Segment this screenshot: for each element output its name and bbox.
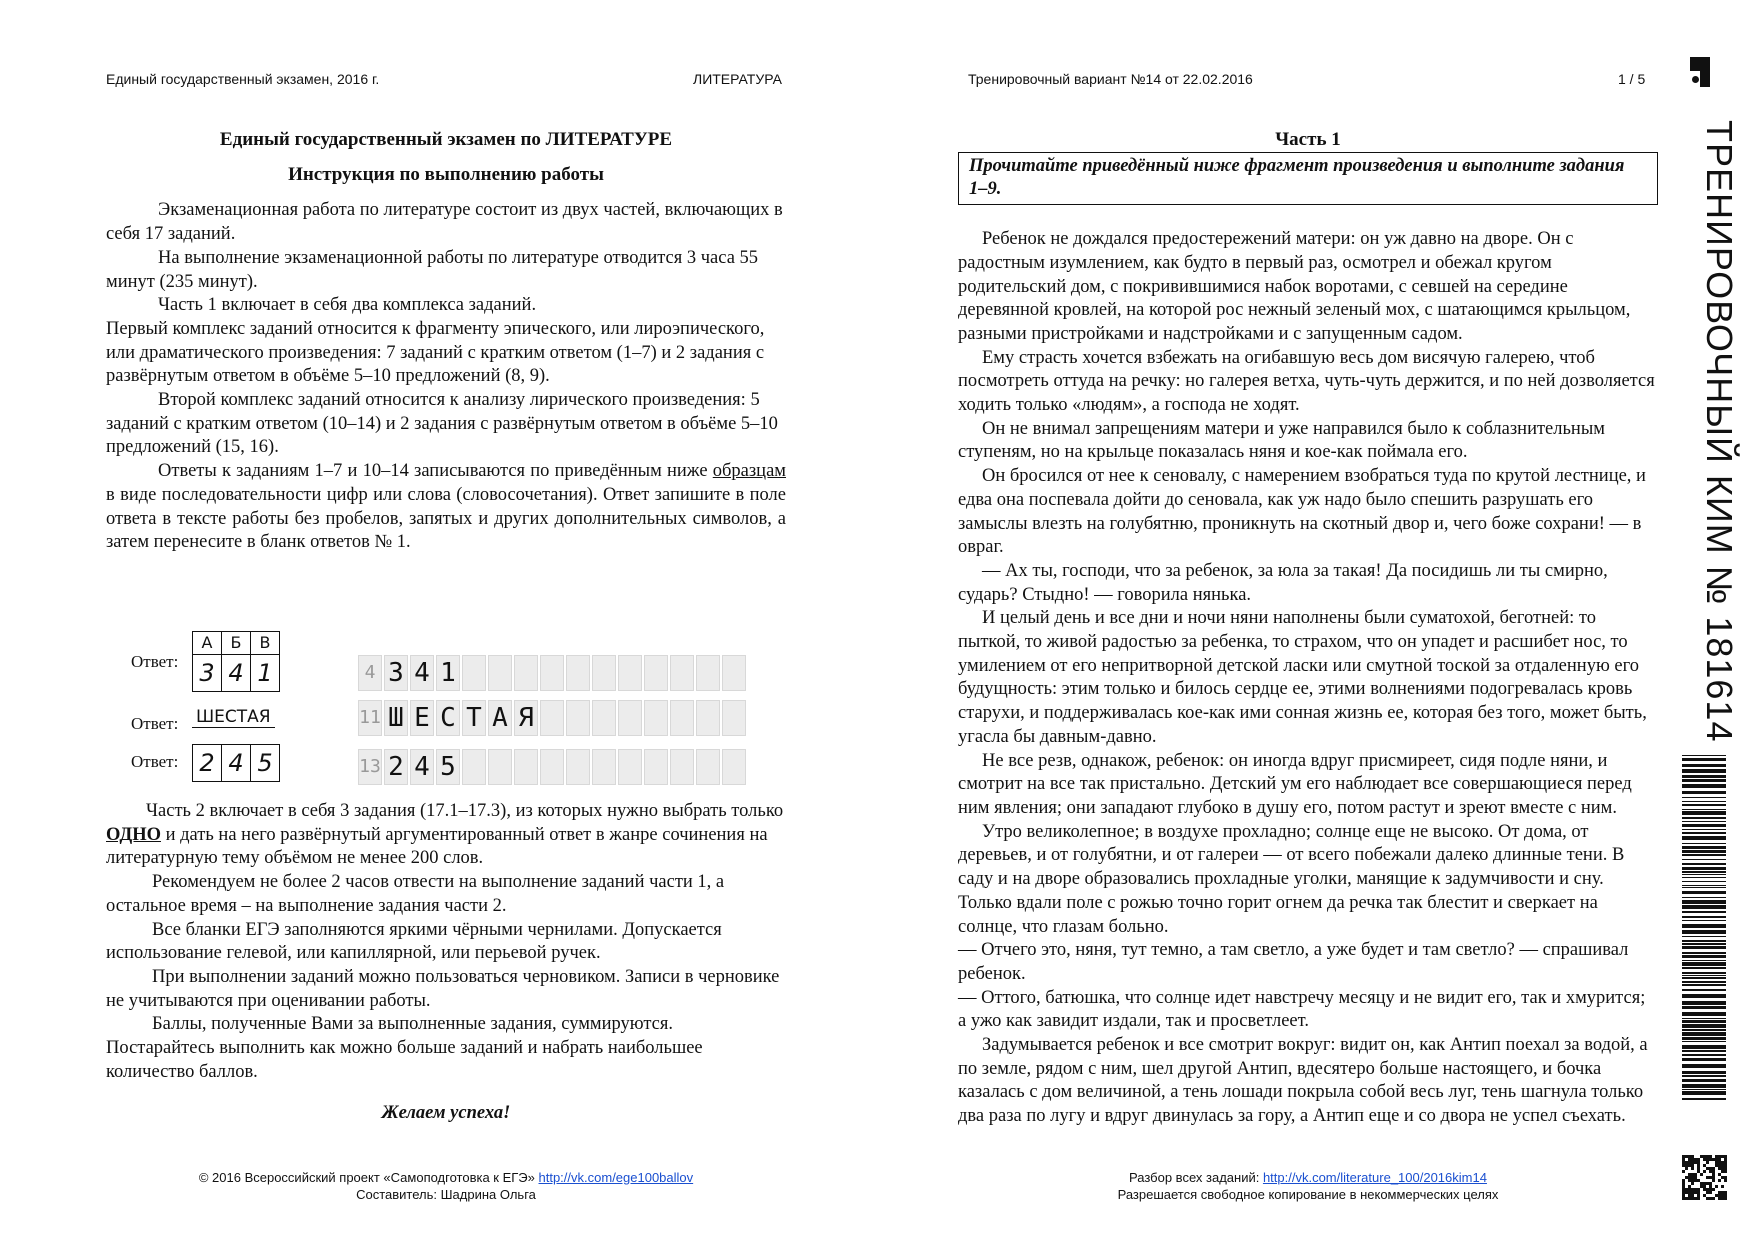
grid-cell: 4 (410, 655, 434, 691)
grid-cell: Ш (384, 700, 408, 736)
grid-cell (644, 749, 668, 785)
grid-cell: С (436, 700, 460, 736)
samples-link: образцам (712, 461, 787, 482)
answer-label-2: Ответ: (131, 714, 179, 733)
analysis-link[interactable]: http://vk.com/literature_100/2016kim14 (1262, 1170, 1487, 1185)
text-paragraph: — Оттого, батюшка, что солнце идет навстречу месяцу и не видит его, так и хмурится; а ужо как завидит издали, так и просветлеет. (958, 987, 1646, 1032)
compiler-credit: Составитель: Шадрина Ольга (356, 1187, 536, 1202)
paragraph-9: При выполнении заданий можно пользоваться черновиком. Записи в черновике не учитываются при оценивании работы. (106, 966, 780, 1011)
paragraph-2: На выполнение экзаменационной работы по литературе отводится 3 часа 55 минут (235 минут). (106, 247, 759, 292)
grid-cell (488, 749, 512, 785)
grid-cell (462, 749, 486, 785)
paragraph-6: Часть 2 включает в себя 3 задания (17.1–17.3), из которых нужно выбрать только ОДНО и дать на него развёрнутый аргументированный ответ в жанре сочинения на литературную тему объёмом не менее 200 слов. (106, 801, 784, 869)
grid-cell (618, 749, 642, 785)
grid-cell (514, 749, 538, 785)
paragraph-5: Ответы к заданиям 1–7 и 10–14 записываются по приведённым ниже образцам в виде последовательности цифр или слова (словосочетания). Ответ запишите в поле ответа в тексте работы без пробелов, запятых и других дополнительных символов, а затем перенесите в бланк ответов № 1. (106, 461, 787, 553)
grid-cell (566, 655, 590, 691)
instruction-title: Инструкция по выполнению работы (288, 163, 604, 185)
text-paragraph: Он не внимал запрещениям матери и уже направился было к соблазнительным ступеням, но на крыльце показалась няня и кое-как поймала его. (958, 418, 1605, 463)
answer-example-1: А Б В 3 4 1 (192, 631, 280, 692)
qr-code-icon (1682, 1155, 1728, 1201)
project-link[interactable]: http://vk.com/ege100ballov (538, 1170, 694, 1185)
answer-grid-1 (358, 655, 748, 691)
part-1-title: Часть 1 (1275, 129, 1341, 150)
page-number: 1 / 5 (1618, 71, 1646, 87)
grid-cell: А (488, 700, 512, 736)
grid-cell (540, 749, 564, 785)
side-label: ТРЕНИРОВОЧНЫЙ КИМ № 181614 (1699, 120, 1740, 743)
grid-cell (644, 700, 668, 736)
grid-cell (722, 700, 746, 736)
grid-cell (592, 655, 616, 691)
copy-permission: Разрешается свободное копирование в некоммерческих целях (1117, 1187, 1499, 1202)
grid-cell (670, 700, 694, 736)
grid-cell: 5 (436, 749, 460, 785)
grid-cell: 4 (410, 749, 434, 785)
grid-task-number: 4 (358, 655, 382, 691)
grid-cell (540, 700, 564, 736)
grid-task-number: 13 (358, 749, 382, 785)
grid-cell (592, 749, 616, 785)
grid-cell: 2 (384, 749, 408, 785)
text-paragraph: Ему страсть хочется взбежать на огибавшую весь дом висячую галерею, чтоб посмотреть оттуда на речку: но галерея ветха, чуть-чуть держится, и по ней дозволяется ходить только «людям», а господа не ходят. (958, 347, 1655, 416)
grid-cell (566, 700, 590, 736)
grid-cell (670, 749, 694, 785)
grid-cell (644, 655, 668, 691)
left-column-part2 (106, 800, 786, 1126)
answer-label-1: Ответ: (131, 652, 179, 671)
paragraph-3b: Первый комплекс заданий относится к фрагменту эпического, или лироэпического, или драматического произведения: 7 заданий с кратким ответом (1–7) и 2 задания с развёрнутым ответом в объёме 5–10 предложений (8, 9). (106, 318, 765, 387)
left-footer: © 2016 Всероссийский проект «Самоподготовка к ЕГЭ» http://vk.com/ege100ballov Составитель: Шадрина Ольга (106, 1169, 786, 1203)
exam-title: Единый государственный экзамен по ЛИТЕРАТУРЕ (219, 129, 673, 150)
corner-logo-icon (1690, 57, 1710, 87)
right-footer: Разбор всех заданий: http://vk.com/literature_100/2016kim14 Разрешается свободное копирование в некоммерческих целях (958, 1169, 1658, 1203)
grid-cell (592, 700, 616, 736)
paragraph-7: Рекомендуем не более 2 часов отвести на выполнение заданий части 1, а остальное время – на выполнение задания части 2. (106, 872, 725, 916)
grid-cell (514, 655, 538, 691)
answer-grid-3 (358, 749, 748, 785)
left-column (106, 128, 786, 555)
header-left: Единый государственный экзамен, 2016 г. (106, 71, 380, 87)
task-instruction-box: Прочитайте приведённый ниже фрагмент произведения и выполните задания 1–9. (958, 152, 1658, 205)
grid-cell (566, 749, 590, 785)
grid-task-number: 11 (358, 700, 382, 736)
grid-cell: Е (410, 700, 434, 736)
grid-cell (488, 655, 512, 691)
text-paragraph: — Отчего это, няня, тут темно, а там светло, а уже будет и там светло? — спрашивал ребенок. (958, 940, 1629, 984)
paragraph-10: Баллы, полученные Вами за выполненные задания, суммируются. Постарайтесь выполнить как можно больше заданий и набрать наибольшее количество баллов. (106, 1014, 703, 1082)
text-paragraph: Ребенок не дождался предостережений матери: он уж давно на дворе. Он с радостным изумлением, как будто в первый раз, осмотрел и обежал кругом родительский дом, с покривившимися набок воротами, с севшей на середине деревянной кровлей, на которой рос нежный зеленый мох, с шатающимся крыльцом, разными пристройками и надстройками и с запущенным садом. (958, 229, 1631, 344)
answer-label-3: Ответ: (131, 752, 179, 771)
grid-cell: Т (462, 700, 486, 736)
grid-cell: 3 (384, 655, 408, 691)
grid-cell (722, 655, 746, 691)
grid-cell (462, 655, 486, 691)
one-emphasis: ОДНО (106, 824, 161, 845)
paragraph-1: Экзаменационная работа по литературе состоит из двух частей, включающих в себя 17 заданий. (106, 200, 783, 245)
grid-cell (540, 655, 564, 691)
grid-cell (618, 655, 642, 691)
grid-cell (696, 749, 720, 785)
text-paragraph: Утро великолепное; в воздухе прохладно; солнце еще не высоко. От дома, от деревьев, и от голубятни, и от галереи — от всего побежали далеко длинные тени. В саду и на дворе образовались прохладные уголки, манящие к задумчивости и сну. Только вдали поле с рожью точно горит огнем да речка так блестит и сверкает на солнце, что глазам больно. (958, 821, 1625, 937)
grid-cell (696, 655, 720, 691)
grid-cell (670, 655, 694, 691)
grid-cell: Я (514, 700, 538, 736)
grid-cell (618, 700, 642, 736)
good-luck: Желаем успеха! (381, 1103, 511, 1124)
text-paragraph: Задумывается ребенок и все смотрит вокруг: видит он, как Антип поехал за водой, а по земле, рядом с ним, шел другой Антип, вдесятеро больше настоящего, и бочка казалась с дом величиной, а тень лошади покрыла собой весь луг, тень шагнула только два раза по лугу и вдруг двинулась за гору, а Антип еще и со двора не успел съехать. (958, 1035, 1648, 1127)
answer-grid-2 (358, 700, 748, 736)
right-column (958, 128, 1658, 1129)
answer-example-3: 2 4 5 (192, 744, 280, 782)
grid-cell: 1 (436, 655, 460, 691)
paragraph-3a: Часть 1 включает в себя два комплекса заданий. (158, 295, 537, 316)
grid-cell (722, 749, 746, 785)
text-paragraph: И целый день и все дни и ночи няни наполнены были суматохой, беготней: то пыткой, то живой радостью за ребенка, то страхом, что он упадет и расшибет нос, то умилением от его непритворной детской ласки или смутной тоской за отдаленную его будущность: этим только и билось сердце ее, этими волнениями подогревалась кровь старухи, и поддерживалась кое-как ими сонная жизнь ее, которая без того, может быть, угасла бы давным-давно. (958, 608, 1647, 747)
header-variant: Тренировочный вариант №14 от 22.02.2016 (968, 71, 1253, 87)
header-subject: ЛИТЕРАТУРА (693, 71, 782, 87)
grid-cell (696, 700, 720, 736)
text-paragraph: Он бросился от нее к сеновалу, с намерением взобраться туда по крутой лестнице, и едва она поспевала дойти до сеновала, как уж надо было спешить разрушать его замыслы влезть на голубятню, проникнуть на скотный двор и, чего боже сохрани! — в овраг. (958, 466, 1646, 558)
answer-example-2: ШЕСТАЯ (192, 707, 275, 728)
text-paragraph: Не все резв, однакож, ребенок: он иногда вдруг присмиреет, сидя подле няни, и смотрит на все так пристально. Детский ум его наблюдает все совершающиеся перед ним явления; они западают глубоко в душу его, потом растут и зреют вместе с ним. (958, 750, 1632, 818)
barcode-icon (1682, 755, 1726, 1100)
text-paragraph: — Ах ты, господи, что за ребенок, за юла за такая! Да посидишь ли ты смирно, сударь? Стыдно! — говорила нянька. (958, 560, 1608, 605)
paragraph-4: Второй комплекс заданий относится к анализу лирического произведения: 5 заданий с кратким ответом (10–14) и 2 задания с развёрнутым ответом в объёме 5–10 предложений (15, 16). (106, 390, 778, 458)
text-fragment (958, 228, 1658, 1129)
paragraph-8: Все бланки ЕГЭ заполняются яркими чёрными чернилами. Допускается использование гелевой, или капиллярной, или перьевой ручек. (106, 919, 722, 964)
